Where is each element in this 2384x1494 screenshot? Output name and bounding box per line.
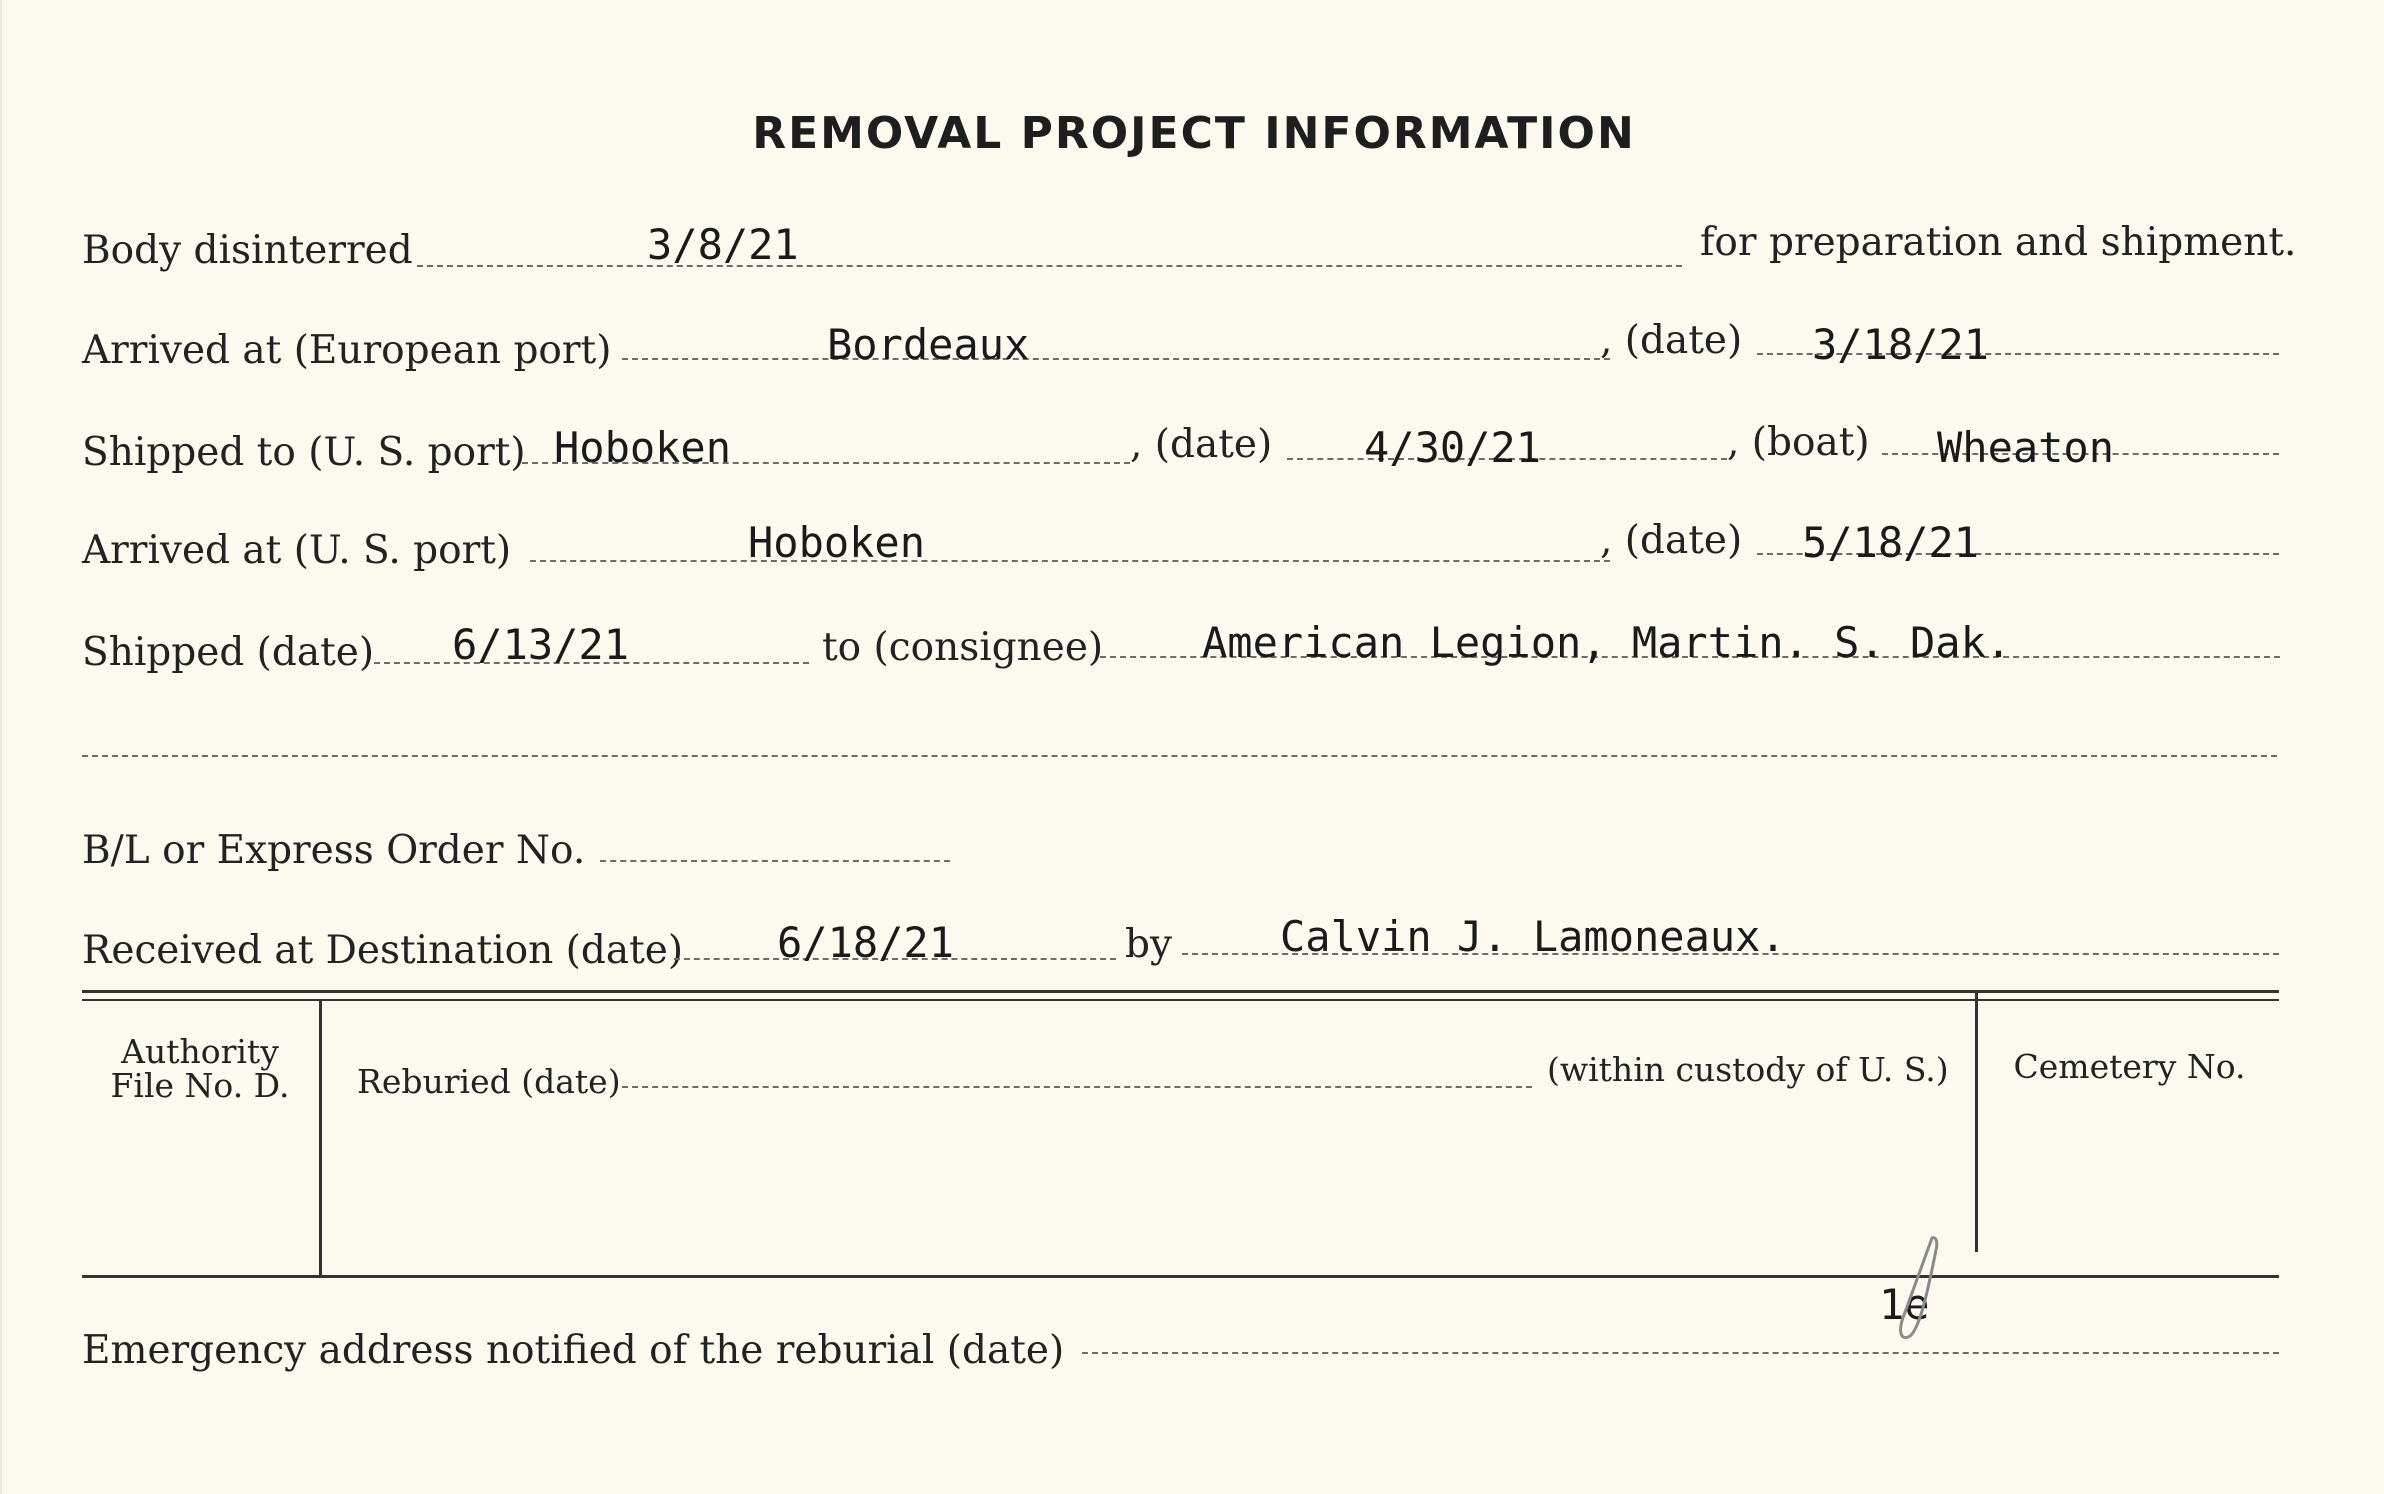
- received-label: Received at Destination (date): [82, 928, 684, 973]
- consignee-value: American Legion, Martin. S. Dak.: [1202, 618, 2012, 667]
- emergency-label: Emergency address notified of the reburial (date): [82, 1328, 1065, 1373]
- arrived-us-date: 5/18/21: [1802, 518, 1980, 567]
- emergency-line: [1082, 1352, 2279, 1354]
- arrived-european-port: Bordeaux: [827, 320, 1030, 369]
- body-disinterred-suffix: for preparation and shipment.: [1700, 220, 2297, 265]
- pencil-check-mark: [1880, 1230, 1950, 1350]
- bl-order-label: B/L or Express Order No.: [82, 828, 586, 873]
- received-date: 6/18/21: [777, 918, 955, 967]
- shipped-date: 6/13/21: [452, 620, 630, 669]
- consignee-label: to (consignee): [822, 625, 1104, 670]
- double-rule-top: [82, 990, 2279, 993]
- body-disinterred-label: Body disinterred: [82, 228, 413, 273]
- arrived-european-date: 3/18/21: [1812, 320, 1990, 369]
- shipped-us-date: 4/30/21: [1364, 423, 1542, 472]
- arrived-us-port-line: [530, 560, 1610, 562]
- bl-order-line: [600, 860, 950, 862]
- reburied-custody: (within custody of U. S.): [1547, 1050, 1949, 1089]
- reburied-line: [622, 1086, 1532, 1088]
- authority-line2: File No. D.: [110, 1066, 290, 1105]
- emergency-mark: 1e: [1879, 1280, 1930, 1329]
- shipped-us-boat: Wheaton: [1937, 423, 2115, 472]
- cemetery-label: Cemetery No.: [2013, 1047, 2246, 1086]
- received-by-label: by: [1125, 922, 1172, 967]
- arrived-us-port: Hoboken: [748, 518, 926, 567]
- arrived-european-date-label: , (date): [1600, 318, 1743, 363]
- arrived-us-label: Arrived at (U. S. port): [82, 528, 512, 573]
- arrived-european-port-line: [622, 358, 1610, 360]
- reburied-label: Reburied (date): [357, 1062, 621, 1101]
- arrived-european-label: Arrived at (European port): [82, 328, 612, 373]
- body-disinterred-date: 3/8/21: [647, 220, 799, 269]
- card-title: REMOVAL PROJECT INFORMATION: [752, 108, 1636, 159]
- arrived-us-date-label: , (date): [1600, 518, 1743, 563]
- shipped-us-port: Hoboken: [554, 423, 732, 472]
- body-disinterred-line: [417, 265, 1682, 267]
- shipped-us-boat-label: , (boat): [1727, 420, 1870, 465]
- authority-line1: Authority: [121, 1032, 279, 1071]
- shipped-us-date-label: , (date): [1130, 422, 1273, 467]
- shipped-us-label: Shipped to (U. S. port): [82, 430, 526, 475]
- shipped-date-label: Shipped (date): [82, 630, 375, 675]
- received-by: Calvin J. Lamoneaux.: [1280, 912, 1786, 961]
- authority-divider: [319, 1001, 322, 1276]
- blank-line: [82, 755, 2277, 757]
- double-rule-bottom: [82, 999, 2279, 1001]
- cemetery-divider: [1975, 990, 1978, 1252]
